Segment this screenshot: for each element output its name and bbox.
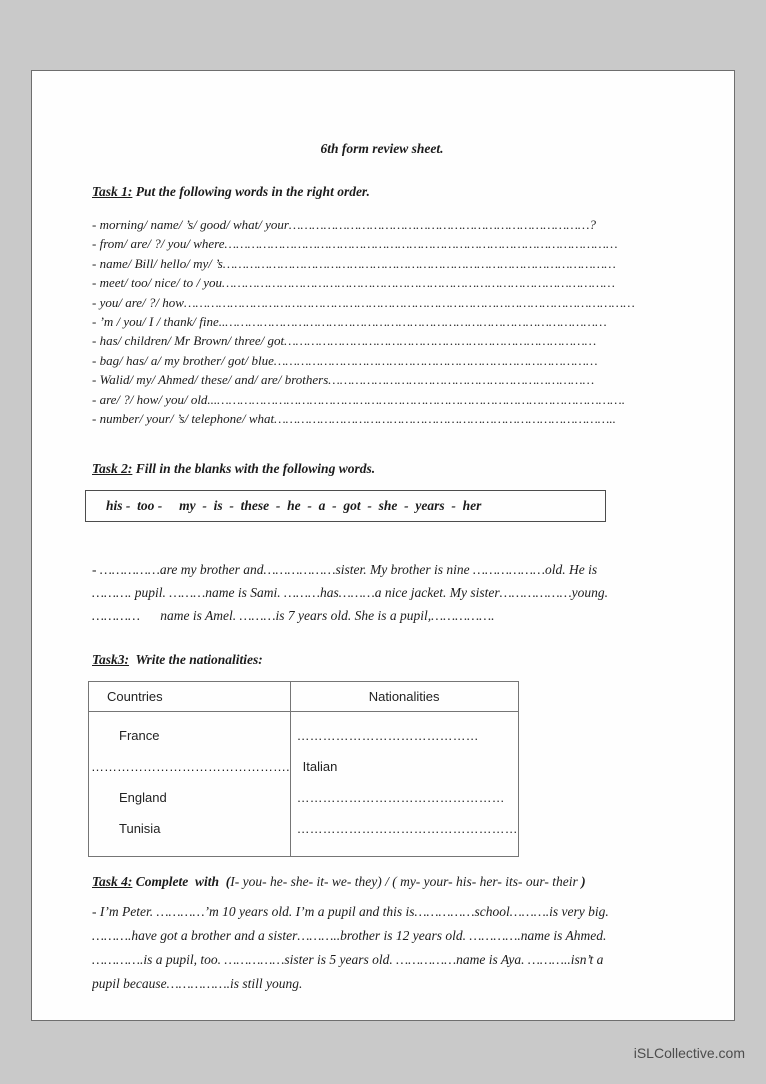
- task1-line: - from/ are/ ?/ you/ where…………………………………………………………………………………………: [92, 236, 618, 252]
- task4-paragraph-line: ……….have got a brother and a sister………..brother is 12 years old. ………….name is Ahmed.: [92, 928, 607, 944]
- task2-heading: [92, 461, 672, 477]
- task1-line: - ’m / you/ I / thank/ fine..………………………………………………………………………………………: [92, 314, 607, 330]
- country-france: France: [119, 728, 160, 744]
- task1-line: - bag/ has/ a/ my brother/ got/ blue…………………………………………………………………………: [92, 352, 598, 368]
- nationality-blank-line: …………………………………………: [296, 790, 505, 806]
- task4-heading: [92, 874, 672, 890]
- table-header-row: [89, 682, 519, 712]
- islcollective-brand: iSLCollective.com: [633, 1045, 745, 1061]
- task2-paragraph-line: ………. pupil. ………name is Sami. ………has………a nice jacket. My sister………………young.: [92, 585, 609, 601]
- task1-label: Task 1:: [92, 184, 133, 199]
- task4-heading-pronoun-list: I- you- he- she- it- we- they) / ( my- your- his- her- its- our- their: [230, 874, 582, 890]
- worksheet-content: [32, 71, 734, 996]
- task2-label: Task 2:: [92, 461, 133, 477]
- task1-line: - you/ are/ ?/ how………………………………………………………………………………………………………: [92, 294, 635, 310]
- country-tunisia: Tunisia: [119, 821, 161, 837]
- nationality-blank-line: ……………………………………………: [296, 821, 518, 837]
- nationality-blank-line: ……………………………………: [296, 728, 479, 744]
- countries-cell: [89, 712, 291, 857]
- task3-label: Task3:: [92, 652, 130, 668]
- task2-paragraph-line: - ……………are my brother and………………sister. My brother is nine ………………old. He is: [92, 562, 598, 578]
- task1-line: - name/ Bill/ hello/ my/ ’s…………………………………………………………………………………………: [92, 255, 616, 271]
- task1-exercise-lines: [92, 215, 672, 428]
- task4-gap-fill-paragraph: [92, 900, 672, 996]
- country-blank-line: ……………………………………….: [91, 759, 290, 775]
- nationalities-table: [88, 681, 519, 857]
- task1-line: - Walid/ my/ Ahmed/ these/ and/ are/ brothers……………………………………………………………: [92, 372, 595, 388]
- task2-paragraph-line: ………… name is Amel. ………is 7 years old. She is a pupil,…………….: [92, 608, 495, 624]
- task1-line: - are/ ?/ how/ you/ old...…………………………………………………………………………………………….: [92, 391, 625, 407]
- nationality-italian: Italian: [302, 759, 338, 775]
- task3-heading-text: Write the nationalities:: [129, 652, 263, 668]
- worksheet-page: [31, 70, 735, 1021]
- table-body-row: [89, 712, 519, 857]
- country-england: England: [119, 790, 167, 806]
- task4-heading-close-paren: ): [581, 874, 586, 890]
- task1-heading-text: Put the following words in the right order.: [132, 184, 370, 199]
- nationalities-cell: [290, 712, 518, 857]
- task4-paragraph-line: ………….is a pupil, too. ……………sister is 5 years old. ……………name is Aya. ………..isn’t a: [92, 952, 604, 968]
- task1-line: - morning/ name/ ’s/ good/ what/ your……………………………………………………………………?: [92, 217, 596, 232]
- task4-paragraph-line: pupil because…………….is still young.: [92, 976, 303, 992]
- task4-label: Task 4:: [92, 874, 133, 890]
- task1-line: - has/ children/ Mr Brown/ three/ got………………………………………………………………………: [92, 333, 597, 349]
- page-title: 6th form review sheet.: [320, 141, 444, 156]
- task1-line: - meet/ too/ nice/ to / you…………………………………………………………………………………………: [92, 275, 615, 291]
- task4-heading-bold: Complete with (: [132, 874, 231, 890]
- task1-heading: [92, 184, 672, 200]
- task1-line: - number/ your/ ’s/ telephone/ what……………………………………………………………………………..: [92, 411, 616, 427]
- task2-word-bank-box: his - too - my - is - these - he - a - got - she - years - her: [85, 490, 606, 522]
- task2-heading-text: Fill in the blanks with the following words.: [132, 461, 376, 477]
- task3-heading: [92, 652, 672, 668]
- table-header-nationalities: Nationalities: [290, 682, 518, 712]
- task4-paragraph-line: - I’m Peter. …………’m 10 years old. I’m a pupil and this is……………school……….is very big.: [92, 904, 609, 920]
- task2-gap-fill-paragraph: [92, 558, 672, 627]
- table-header-countries: Countries: [89, 682, 291, 712]
